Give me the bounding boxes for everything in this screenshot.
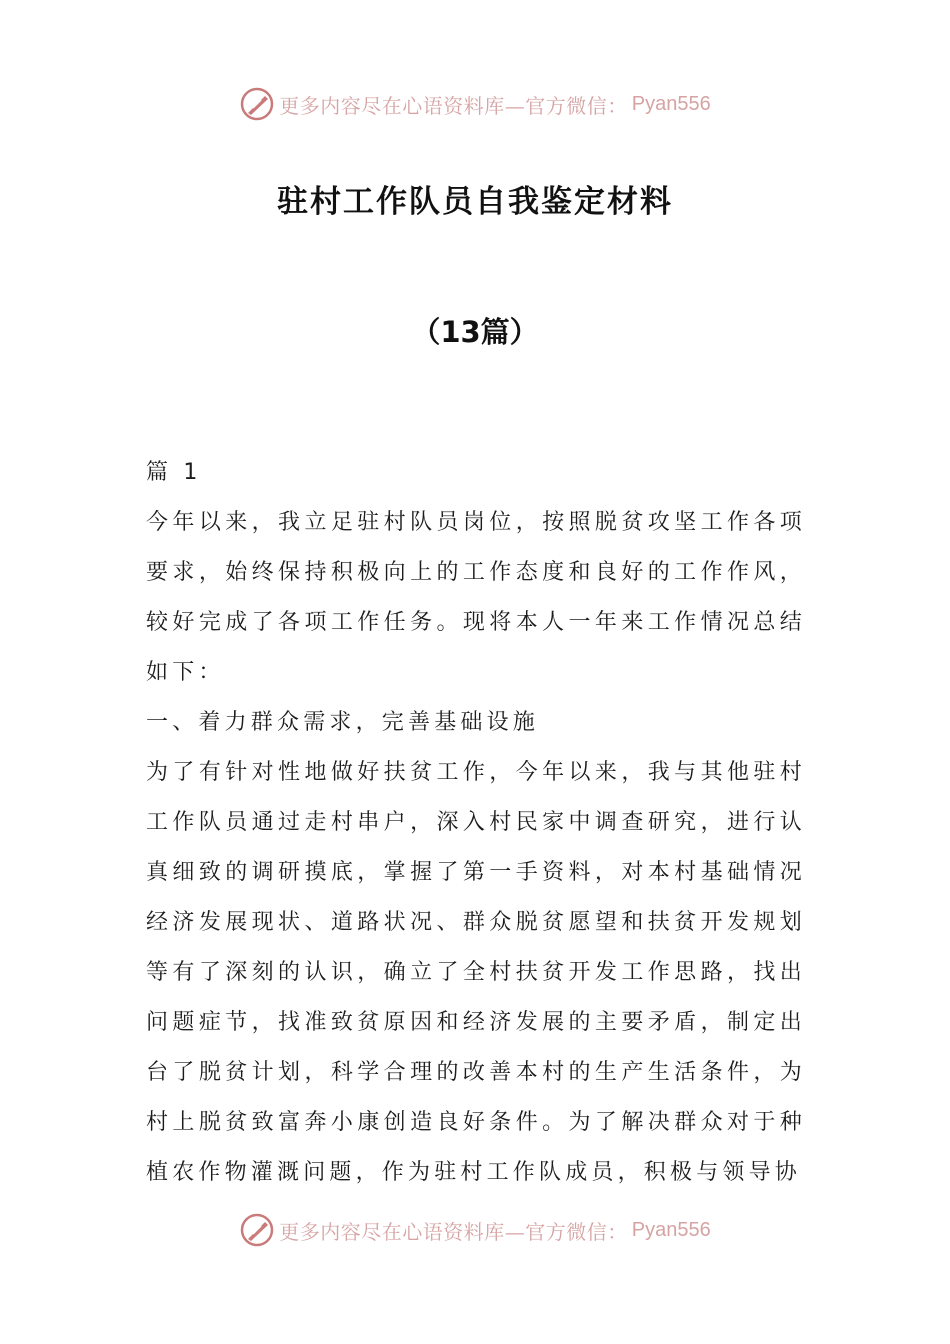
document-body xyxy=(146,448,806,1198)
watermark-text: 更多内容尽在心语资料库—官方微信： xyxy=(279,93,628,118)
watermark-wechat-id: Pyan556 xyxy=(631,1218,711,1241)
intro-paragraph: 今年以来，我立足驻村队员岗位，按照脱贫攻坚工作各项要求，始终保持积极向上的工作态度和良好的工作作风，较好完成了各项工作任务。现将本人一年来工作情况总结如下： xyxy=(146,510,806,685)
body-paragraph: 为了有针对性地做好扶贫工作，今年以来，我与其他驻村工作队员通过走村串户，深入村民家中调查研究，进行认真细致的调研摸底，掌握了第一手资料，对本村基础情况经济发展现状、道路状况、群众脱贫愿望和扶贫开发规划等有了深刻的认识，确立了全村扶贫开发工作思路，找出问题症节，找准致贫原因和经济发展的主要矛盾，制定出台了脱贫计划，科学合理的改善本村的生产生活条件，为村上脱贫致富奔小康创造良好条件。为了解决群众对于种植农作物灌溉问题，作为驻村工作队成员，积极与领导协 xyxy=(146,760,806,1185)
section-heading: 一、着力群众需求，完善基础设施 xyxy=(146,710,540,735)
document-title: 驻村工作队员自我鉴定材料 xyxy=(277,184,673,220)
watermark-text: 更多内容尽在心语资料库—官方微信： xyxy=(279,1219,628,1244)
watermark-banner-bottom xyxy=(0,1210,950,1250)
document-subtitle: （13篇） xyxy=(411,315,539,349)
quill-logo-icon xyxy=(239,1212,275,1248)
section-label: 篇 1 xyxy=(146,460,202,485)
watermark-wechat-id: Pyan556 xyxy=(631,92,711,115)
quill-logo-icon xyxy=(239,86,275,122)
watermark-banner-top xyxy=(0,84,950,124)
